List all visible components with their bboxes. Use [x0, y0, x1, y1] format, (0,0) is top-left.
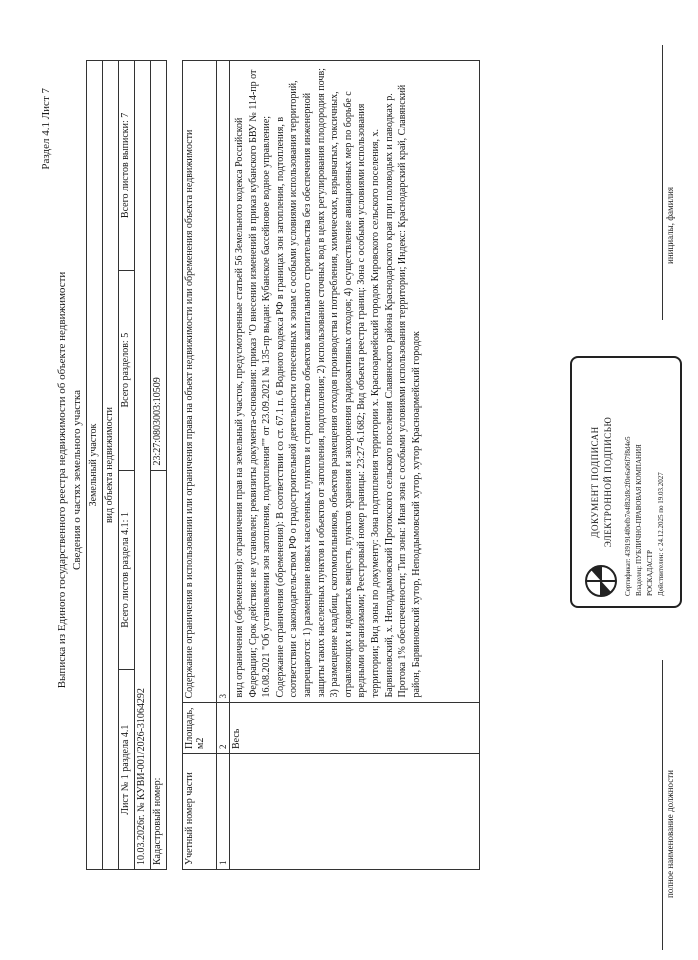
document-subtitle: Сведения о частях земельного участка — [71, 390, 83, 570]
stamp-title-1: ДОКУМЕНТ ПОДПИСАН — [590, 426, 600, 538]
cadastral-value: 23:27:0803003:10509 — [151, 61, 167, 471]
restrictions-table — [182, 60, 480, 870]
position-signature-line — [662, 660, 663, 950]
restriction-text: вид ограничения (обременения): ограничения прав на земельный участок, предусмотренные статьей 56 Земельного кодекса Российской Федерации; Срок действия: не установлен; реквизиты документа-основания: приказ "О внесении изменений в приказ кубанского БВУ № 114-пр от 16.08.2021 "Об установлении зон затопления, подтопления"" от 23.09.2021 № 135-пр выдан: Кубанское бассейновое водное управление; Содержание ограничения (обременения): В соответствии со ст. 67.1 п. 6 Водного кодекса РФ в границах зон затопления, подтопления, в соответствии с законодательством РФ о градостроительной деятельности отнесенных к зонам с особыми условиями использования территорий, запрещаются: 1) размещение новых населенных пунктов и строительство объектов капитального строительства без обеспечения инженерной защиты таких населенных пунктов и объектов от затопления, подтопления; 2) использование сточных вод в целях регулирования плодородия почв; 3) размещение кладбищ, скотомогильников, объектов размещения отходов производства и потребления, химических, взрывчатых, токсичных, отравляющих и ядовитых веществ, пунктов хранения и захоронения радиоактивных отходов; 4) осуществление авиационных мер по борьбе с вредными организмами; Реестровый номер границы: 23:27-6.1682; Вид объекта реестра границ: Зона с особыми условиями использования территории; Вид зоны по документу: Зона подтопления территории х. Красноармейский городок Кировского сельского поселения, х. Барвиновский, х. Неподдымовский Протокского сельского поселения Славянского района Краснодарского края при половодьях и паводках р. Протока 1% обеспеченности; Тип зоны: Иная зона с особыми условиями использования территории; Индекс: Краснодарский край, Славянский район, Барвиновский хутор, Неподдымовский хутор, хутор Красноармейский городок — [230, 61, 480, 704]
sheets-total: Всего листов выписки: 7 — [119, 61, 135, 271]
name-caption: инициалы, фамилия — [665, 187, 675, 264]
sections-total: Всего разделов: 5 — [119, 270, 135, 470]
sheet-number: Лист № 1 раздела 4.1 — [119, 670, 135, 870]
sheets-in-section: Всего листов раздела 4.1: 1 — [119, 470, 135, 670]
stamp-certificate: Сертификат: 4391914f0efb7e4f82d8c2f0e6a06f7f8d4e5 — [624, 436, 632, 596]
stamp-validity: Действителен: с 24.12.2025 по 19.03.2027 — [657, 472, 665, 596]
electronic-signature-stamp — [570, 356, 682, 608]
header-part-number: Учетный номер части — [183, 754, 217, 870]
header-restriction: Содержание ограничения в использовании или ограничения права на объект недвижимости или обременения объекта недвижимости — [183, 61, 217, 704]
section-sheet-label: Раздел 4.1 Лист 7 — [40, 88, 52, 170]
cadastral-label: Кадастровый номер: — [151, 470, 167, 869]
object-kind-caption: вид объекта недвижимости — [103, 61, 119, 870]
object-type: Земельный участок — [87, 61, 103, 870]
stamp-owner: Владелец: ПУБЛИЧНО-ПРАВОВАЯ КОМПАНИЯ — [635, 444, 643, 596]
meta-table — [86, 60, 167, 870]
stamp-owner-org: РОСКАДАСТР — [646, 550, 654, 596]
column-number-2: 2 — [217, 703, 230, 754]
extract-date-number: 10.03.2026г. № КУВИ-001/2026-31064292 — [135, 61, 151, 870]
column-number-3: 3 — [217, 61, 230, 704]
position-caption: полное наименование должности — [665, 770, 675, 898]
column-number-1: 1 — [217, 754, 230, 870]
part-number-cell — [230, 754, 480, 870]
area-cell: Весь — [230, 703, 480, 754]
table-row — [230, 61, 480, 870]
name-signature-line — [662, 45, 663, 320]
header-area: Площадь, м2 — [183, 703, 217, 754]
stamp-title-2: ЭЛЕКТРОННОЙ ПОДПИСЬЮ — [603, 416, 613, 548]
document-title: Выписка из Единого государственного реестра недвижимости об объекте недвижимости — [56, 271, 68, 689]
